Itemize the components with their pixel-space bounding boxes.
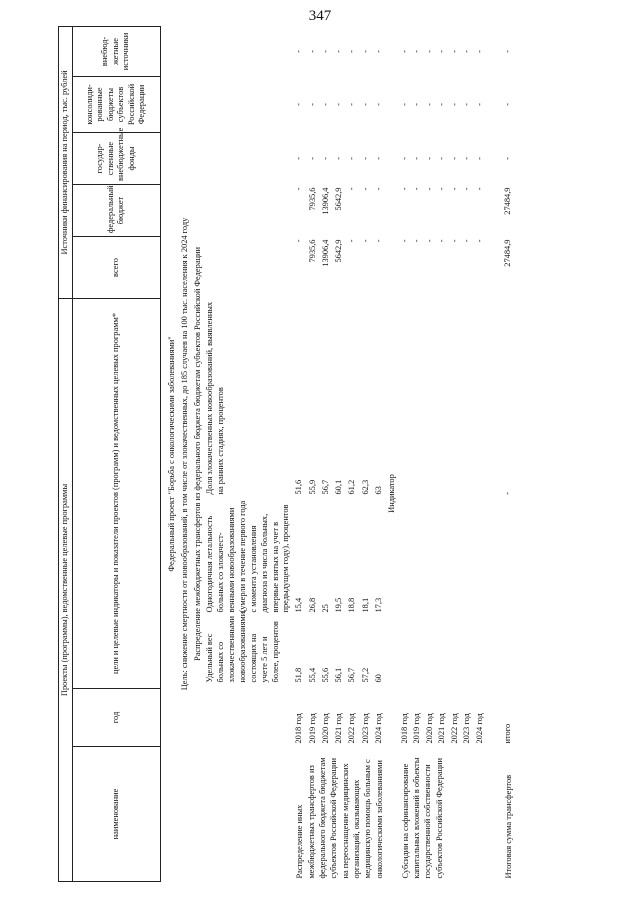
row-federal: 13906,4 <box>320 187 330 215</box>
row-indicators <box>424 299 437 689</box>
row-indicators <box>307 299 320 689</box>
row-regional: - <box>449 103 459 106</box>
row-federal: - <box>424 187 434 191</box>
row-regional: - <box>474 103 484 106</box>
row-state-funds: - <box>424 157 434 160</box>
header-year: год <box>72 689 160 747</box>
row-total: - <box>373 239 383 243</box>
row-regional: - <box>437 103 447 106</box>
row-state-funds: - <box>347 157 357 160</box>
row-state-funds: - <box>307 157 317 160</box>
section-1-rows <box>293 26 386 881</box>
row-indicators <box>474 299 487 689</box>
row-regional: - <box>360 103 370 106</box>
row-federal: 5642,9 <box>334 187 344 211</box>
header-offbudget: внебюд- жетные источники <box>72 26 160 76</box>
total-row-goals: - <box>503 492 513 495</box>
row-total: - <box>424 239 434 243</box>
header-regional: консолиди- рованные бюджеты субъектов Российской Федерации <box>72 77 160 133</box>
row-federal: - <box>412 187 422 191</box>
project-subtitle: Распределение межбюджетных трансфертов из федерального бюджета бюджетам субъектов Российской Федерации <box>192 247 202 661</box>
total-row-offbudget: - <box>503 50 513 53</box>
row-year: 2018 год <box>399 713 409 744</box>
row-state-funds: - <box>449 157 459 160</box>
row-year: 2018 год <box>294 713 304 744</box>
section-name: Субсидии на софинансирование капитальных вложений в объекты государственной собственности субъектов Российской Федерации <box>400 757 444 879</box>
indicator-value: 19,5 <box>334 597 344 613</box>
row-federal: - <box>449 187 459 191</box>
row-state-funds: - <box>474 157 484 160</box>
row-year: 2019 год <box>307 713 317 744</box>
row-state-funds: - <box>373 157 383 160</box>
row-year: 2023 год <box>462 713 472 744</box>
row-offbudget: - <box>360 50 370 53</box>
row-state-funds: - <box>294 157 304 160</box>
rotated-table-page <box>58 27 634 882</box>
row-indicators <box>293 299 306 689</box>
row-offbudget: - <box>449 50 459 53</box>
row-year: 2024 год <box>373 713 383 744</box>
indicator-value: 61,2 <box>347 479 357 495</box>
row-regional: - <box>373 103 383 106</box>
total-row-name: Итоговая сумма трансфертов <box>504 774 514 879</box>
indicator-value: 56,7 <box>320 479 330 495</box>
row-regional: - <box>307 103 317 106</box>
row-state-funds: - <box>320 157 330 160</box>
row-total: 13906,4 <box>320 239 330 267</box>
row-offbudget: - <box>424 50 434 53</box>
row-offbudget: - <box>399 50 409 53</box>
indicator-value: 51,6 <box>294 479 304 495</box>
row-offbudget: - <box>412 50 422 53</box>
row-year: 2021 год <box>437 713 447 744</box>
total-row-year: итого <box>503 723 513 744</box>
indicator-value: 25 <box>320 604 330 613</box>
header-goals: цели и целевые индикаторы и показатели проектов (программ) и ведомственных целевых программ* <box>72 299 160 689</box>
row-indicators <box>449 299 462 689</box>
row-regional: - <box>334 103 344 106</box>
page-number: 347 <box>308 8 332 24</box>
row-regional: - <box>320 103 330 106</box>
row-state-funds: - <box>462 157 472 160</box>
row-year: 2019 год <box>412 713 422 744</box>
indicator-value: 56,1 <box>334 667 344 683</box>
table-row <box>399 26 412 881</box>
row-offbudget: - <box>307 50 317 53</box>
row-state-funds: - <box>437 157 447 160</box>
indicator-1-label: Удельный вес больных со злокачественными новообразованиями, состоящих на учете 5 лет и более, процентов <box>205 609 280 683</box>
indicator-value: 51,8 <box>294 667 304 683</box>
row-offbudget: - <box>437 50 447 53</box>
row-indicators <box>411 299 424 689</box>
indicator-value: 55,4 <box>307 667 317 683</box>
row-year: 2023 год <box>360 713 370 744</box>
indicator-headers <box>204 299 293 689</box>
row-year: 2024 год <box>474 713 484 744</box>
indicator-value: 63 <box>373 486 383 495</box>
indicator-value: 55,6 <box>320 667 330 683</box>
row-offbudget: - <box>462 50 472 53</box>
indicator-value: 15,4 <box>294 597 304 613</box>
row-total: - <box>462 239 472 243</box>
row-year: 2020 год <box>424 713 434 744</box>
indicator-2-label: Одногодичная летальность больных со злокачест- венными новообразованиями (умерли в течение первого года с момента установления диагноза из числа больных, впервые взятых на учет в предыдущем году), процентов <box>205 500 291 613</box>
row-year: 2020 год <box>320 713 330 744</box>
row-indicators <box>399 299 412 689</box>
total-row-federal: 27484,9 <box>503 187 513 215</box>
total-row-total: 27484,9 <box>503 239 513 267</box>
row-offbudget: - <box>294 50 304 53</box>
row-federal: - <box>437 187 447 191</box>
row-offbudget: - <box>320 50 330 53</box>
header-name: наименование <box>72 747 160 882</box>
indicator-value: 26,8 <box>307 597 317 613</box>
indicator-value: 57,2 <box>360 667 370 683</box>
row-indicators <box>436 299 449 689</box>
row-indicators <box>320 299 333 689</box>
indicator-value: 56,7 <box>347 667 357 683</box>
row-regional: - <box>399 103 409 106</box>
row-total: 5642,9 <box>334 239 344 263</box>
row-state-funds: - <box>360 157 370 160</box>
total-row-state-funds: - <box>503 157 513 160</box>
row-total: - <box>294 239 304 243</box>
indicator-value: 17,3 <box>373 597 383 613</box>
row-federal: - <box>360 187 370 191</box>
row-regional: - <box>347 103 357 106</box>
row-regional: - <box>462 103 472 106</box>
row-total: - <box>474 239 484 243</box>
row-offbudget: - <box>334 50 344 53</box>
indicator-footer-label: Индикатор <box>387 474 397 513</box>
indicator-value: 60,1 <box>334 479 344 495</box>
indicator-value: 55,9 <box>307 479 317 495</box>
table-row <box>293 26 306 881</box>
row-regional: - <box>412 103 422 106</box>
row-federal: - <box>294 187 304 191</box>
row-total: - <box>449 239 459 243</box>
indicator-value: 18,8 <box>347 597 357 613</box>
row-year: 2021 год <box>334 713 344 744</box>
row-indicators <box>333 299 346 689</box>
row-indicators <box>373 299 386 689</box>
row-regional: - <box>424 103 434 106</box>
header-total: всего <box>72 237 160 299</box>
row-total: - <box>399 239 409 243</box>
row-state-funds: - <box>334 157 344 160</box>
indicator-value: 18,1 <box>360 597 370 613</box>
indicator-3-label: Доля злокачественных новообразований, выявленных на ранних стадиях, процентов <box>205 301 225 495</box>
row-federal: - <box>399 187 409 191</box>
row-offbudget: - <box>347 50 357 53</box>
row-offbudget: - <box>474 50 484 53</box>
financing-table <box>58 26 515 882</box>
header-federal: федеральный бюджет <box>72 185 160 237</box>
section-2-rows <box>399 26 487 881</box>
row-total: - <box>412 239 422 243</box>
total-row <box>502 26 515 881</box>
header-projects: Проекты (программы), ведомственные целевые программы <box>59 299 73 882</box>
section-name: Распределение иных межбюджетных трансфертов из федерального бюджета бюджетам субъектов Российской Федерации на переоснащение медицинских организаций, оказывающих медицинскую помощь больным с онкологическими заболеваниями <box>295 757 384 879</box>
row-total: - <box>437 239 447 243</box>
row-year: 2022 год <box>347 713 357 744</box>
project-goal: Цель: снижение смертности от новообразований, в том числе от злокачественных, до 185 случаев на 100 тыс. населения к 2024 году <box>180 217 189 691</box>
row-regional: - <box>294 103 304 106</box>
header-sources: Источники финансирования на период, тыс. рублей <box>59 26 73 298</box>
indicator-value: 62,3 <box>360 479 370 495</box>
indicator-value: 60 <box>373 674 383 683</box>
row-total: - <box>347 239 357 243</box>
row-indicators <box>461 299 474 689</box>
project-title: Федеральный проект "Борьба с онкологическими заболеваниями" <box>166 336 176 572</box>
header-state-funds: государ- ственные внебюджетные фонды <box>72 133 160 185</box>
row-total: - <box>360 239 370 243</box>
row-year: 2022 год <box>449 713 459 744</box>
row-offbudget: - <box>373 50 383 53</box>
row-indicators <box>346 299 359 689</box>
total-row-regional: - <box>503 103 513 106</box>
row-federal: 7935,6 <box>307 187 317 211</box>
row-federal: - <box>462 187 472 191</box>
row-state-funds: - <box>412 157 422 160</box>
row-indicators <box>360 299 373 689</box>
row-federal: - <box>347 187 357 191</box>
row-state-funds: - <box>399 157 409 160</box>
row-federal: - <box>373 187 383 191</box>
row-total: 7935,6 <box>307 239 317 263</box>
row-federal: - <box>474 187 484 191</box>
